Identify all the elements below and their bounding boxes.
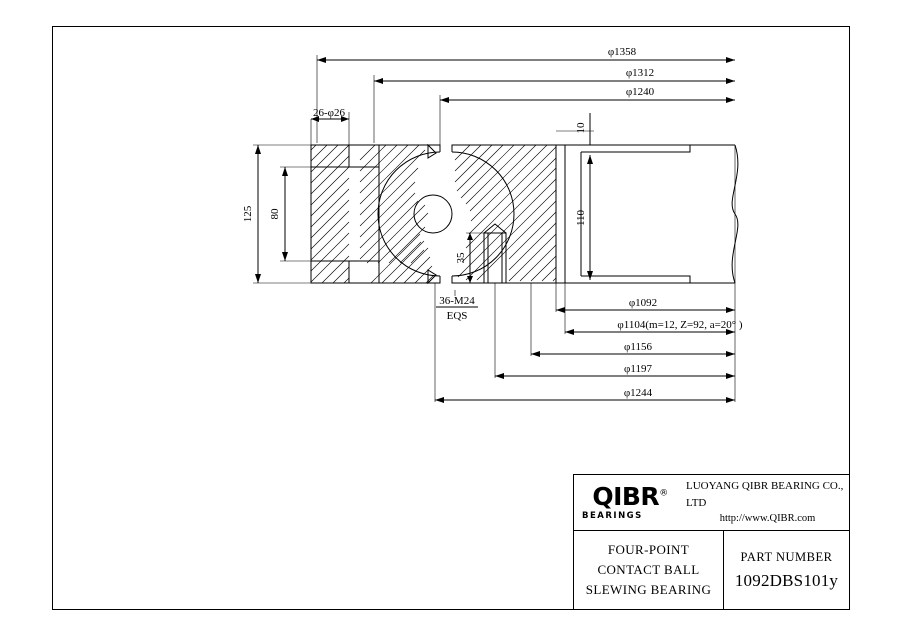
company-logo	[574, 475, 686, 530]
dim-threads-note: EQS	[446, 310, 468, 322]
logo-subtitle: BEARINGS	[582, 511, 643, 521]
dim-d1240: φ1240	[625, 86, 655, 98]
part-number-value: 1092DBS101y	[734, 570, 839, 590]
logo-brand: QIBR	[592, 482, 660, 511]
dim-d1244: φ1244	[623, 387, 653, 399]
dim-h80: 80	[269, 208, 281, 220]
dim-d1197: φ1197	[624, 363, 652, 375]
company-website[interactable]: http://www.QIBR.com	[719, 513, 816, 525]
title-block-header	[574, 475, 849, 531]
dim-h110: 110	[575, 209, 587, 227]
product-description	[574, 531, 724, 609]
part-info	[724, 531, 849, 609]
dim-holes-upper: 26-φ26	[312, 107, 346, 119]
dim-d1092: φ1092	[628, 297, 658, 309]
dim-d1358: φ1358	[607, 46, 637, 58]
dim-h125: 125	[242, 205, 254, 223]
dim-h35: 35	[455, 252, 467, 264]
title-block	[573, 474, 850, 610]
dim-d1312: φ1312	[625, 67, 655, 79]
company-info	[686, 478, 849, 527]
logo-brand-text	[592, 484, 667, 509]
dim-threads-lower: 36-M24	[439, 295, 475, 307]
dim-h10: 10	[575, 122, 587, 134]
product-description-line-3: SLEWING BEARING	[585, 582, 712, 598]
title-block-body	[574, 531, 849, 609]
company-name: LUOYANG QIBR BEARING CO., LTD	[686, 480, 844, 509]
product-description-line-2: CONTACT BALL	[597, 561, 700, 577]
dim-d1156: φ1156	[624, 341, 652, 353]
product-description-line-1: FOUR-POINT	[607, 541, 690, 557]
part-number-label: PART NUMBER	[740, 549, 833, 564]
dim-d1104: φ1104(m=12, Z=92, a=20° )	[617, 319, 743, 331]
registered-trademark-icon: ®	[659, 488, 668, 499]
